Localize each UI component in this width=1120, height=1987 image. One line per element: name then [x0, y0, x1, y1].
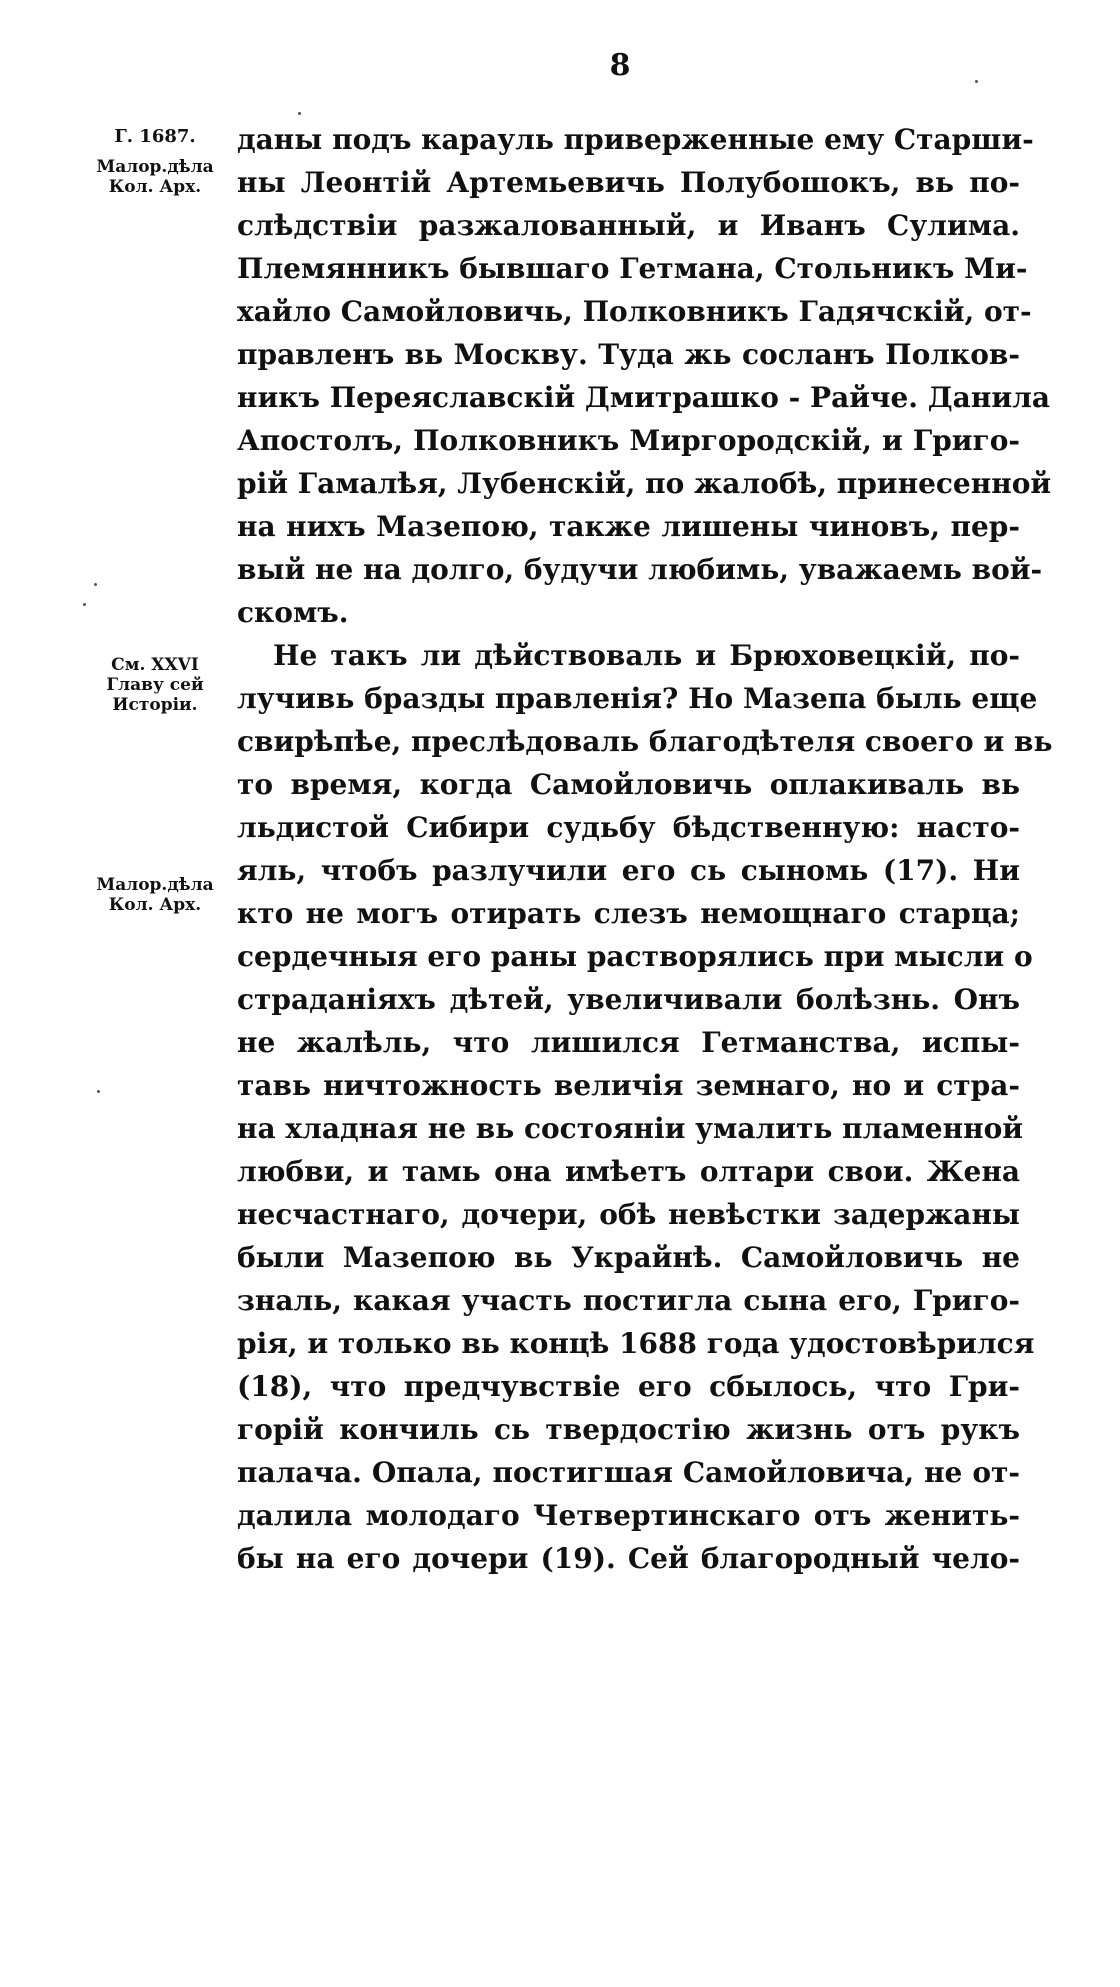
text-line: были Мазепою вь Украйнѣ. Самойловичь не [237, 1241, 1020, 1274]
text-line: не жалѣль, что лишился Гетманства, испы- [237, 1026, 1020, 1059]
text-line: правленъ вь Москву. Туда жь сосланъ Полков- [237, 338, 1020, 371]
scan-speck [94, 583, 97, 586]
scan-speck [83, 603, 86, 606]
text-line: бы на его дочери (19). Сей благородный чело- [237, 1542, 1020, 1575]
margin-note-line: Кол. Арх. [108, 177, 202, 197]
margin-note-archive [80, 875, 230, 915]
text-line: Не такъ ли дѣйствоваль и Брюховецкій, по- [273, 639, 1020, 672]
text-line: на нихъ Мазепою, также лишены чиновъ, пер- [237, 510, 1020, 543]
text-line: тавь ничтожность величія земнаго, но и стра- [237, 1069, 1020, 1102]
margin-note-year-archive [80, 127, 230, 197]
text-line: палача. Опала, постигшая Самойловича, не от- [237, 1456, 1020, 1489]
text-line: льдистой Сибири судьбу бѣдственную: насто- [237, 811, 1020, 844]
text-line: хайло Самойловичь, Полковникъ Гадячскій, от- [237, 295, 1032, 328]
text-line: сердечныя его раны растворялись при мысли о [237, 940, 1033, 973]
text-line: Апостолъ, Полковникъ Миргородскій, и Григо- [237, 424, 1020, 457]
text-line: слѣдствіи разжалованный, и Иванъ Сулима. [237, 209, 1020, 242]
text-line: яль, чтобъ разлучили его сь сыномь (17). Ни [237, 854, 1020, 887]
margin-note-line: См. XXVI [111, 655, 199, 675]
body-text [237, 118, 1053, 1580]
scan-speck [975, 80, 978, 83]
text-line: несчастнаго, дочери, обѣ невѣстки задержаны [237, 1198, 1020, 1231]
text-line: на хладная не вь состояніи умалить пламенной [237, 1112, 1024, 1145]
margin-note-line: Малор.дѣла [96, 157, 214, 177]
text-line: горій кончиль сь твердостію жизнь отъ рукъ [237, 1413, 1020, 1446]
scan-speck [97, 1090, 100, 1093]
text-line: далила молодаго Четвертинскаго отъ женить- [237, 1499, 1020, 1532]
text-line: то время, когда Самойловичь оплакиваль вь [237, 768, 1020, 801]
text-line: рія, и только вь концѣ 1688 года удостовѣрился [237, 1327, 1035, 1360]
margin-note-line: Кол. Арх. [108, 895, 202, 915]
text-line: свирѣпѣе, преслѣдоваль благодѣтеля своего и вь [237, 725, 1053, 758]
text-line: зналь, какая участь постигла сына его, Григо- [237, 1284, 1020, 1317]
text-line: (18), что предчувствіе его сбылось, что Гри- [237, 1370, 1020, 1403]
margin-note-line: Главу сей [106, 675, 204, 695]
margin-note-line: Г. 1687. [114, 126, 196, 147]
text-line: даны подъ карауль приверженные ему Старши- [237, 123, 1034, 156]
text-line: никъ Переяславскій Дмитрашко - Райче. Данила [237, 381, 1050, 414]
text-line: вый не на долго, будучи любимь, уважаемь вой- [237, 553, 1043, 586]
text-line: любви, и тамь она имѣетъ олтари свои. Жена [237, 1155, 1020, 1188]
text-line: скомъ. [237, 596, 349, 629]
margin-note-line: Малор.дѣла [96, 875, 214, 895]
margin-note-chapter-reference [80, 655, 230, 715]
page-number: 8 [609, 48, 631, 83]
text-line: Племянникъ бывшаго Гетмана, Стольникъ Ми- [237, 252, 1028, 285]
text-line: рій Гамалѣя, Лубенскій, по жалобѣ, принесенной [237, 467, 1052, 500]
text-line: ны Леонтій Артемьевичь Полубошокъ, вь по- [237, 166, 1020, 199]
text-line: лучивь бразды правленія? Но Мазепа быль еще [237, 682, 1038, 715]
margin-note-line: Исторіи. [112, 695, 198, 715]
scan-speck [298, 112, 301, 115]
text-line: страданіяхъ дѣтей, увеличивали болѣзнь. Онъ [237, 983, 1020, 1016]
text-line: кто не могъ отирать слезъ немощнаго старца; [237, 897, 1020, 930]
